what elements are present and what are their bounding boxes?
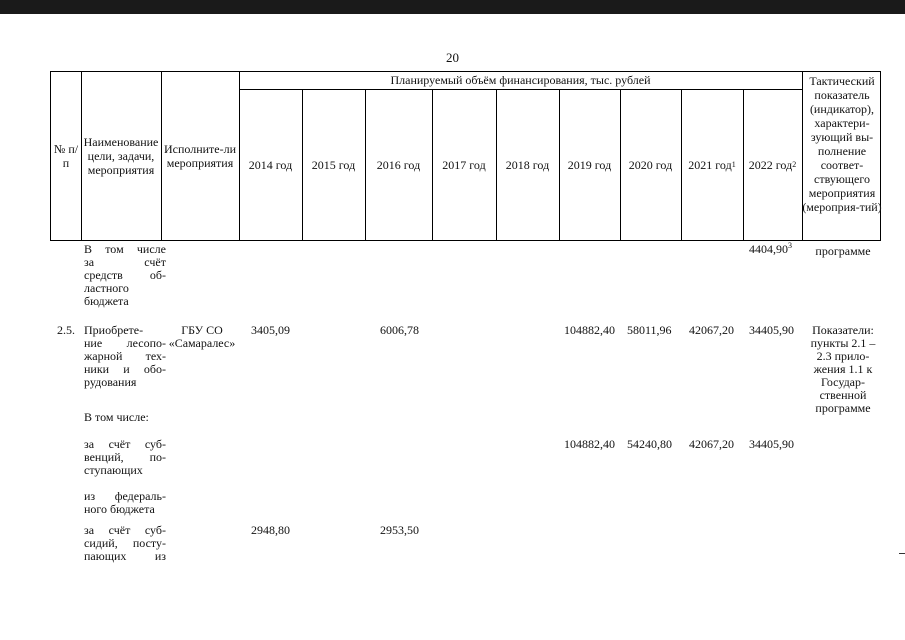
row-federal-2022: 34405,90	[749, 437, 794, 451]
header-name: Наименование цели, задачи, мероприятия	[83, 135, 159, 177]
row-prev-name: В том числе за счёт средств об- ластного бюджета	[84, 242, 166, 308]
top-border-bar	[0, 0, 905, 14]
header-year-2021: 2021 год 1	[688, 157, 736, 172]
header-year-2017: 2017 год	[442, 157, 486, 172]
row-federal-name-cont: из федераль- ного бюджета	[84, 489, 166, 516]
row-25-executor: ГБУ СО «Самаралес»	[168, 323, 236, 350]
row-25-2020: 58011,96	[627, 323, 672, 337]
header-num: № п/п	[53, 142, 79, 170]
table-header	[50, 71, 881, 241]
header-year-2014: 2014 год	[248, 157, 293, 172]
header-indicator: Тактический показатель (индикатор), характери-зующий вы-полнение соответ-ствующего мероприятия (мероприя-тий)	[802, 74, 882, 214]
row-subsidy-2016: 2953,50	[380, 523, 419, 537]
header-year-2018: 2018 год	[505, 157, 550, 172]
header-executor: Исполните-ли мероприятия	[163, 142, 237, 170]
header-year-2019: 2019 год	[567, 157, 612, 172]
row-federal-2021: 42067,20	[689, 437, 734, 451]
page-number: 20	[446, 50, 459, 65]
row-prev-indicator: программе	[815, 244, 871, 258]
row-25-2022: 34405,90	[749, 323, 794, 337]
row-federal-2019: 104882,40	[564, 437, 615, 451]
row-25-name: Приобрете- ние лесопо- жарной тех- ники и обо- рудования	[84, 323, 166, 389]
row-25-2016: 6006,78	[380, 323, 419, 337]
row-federal-2020: 54240,80	[627, 437, 672, 451]
row-prev-2022: 4404,90$^3$	[749, 241, 792, 256]
row-25-indicator: Показатели: пункты 2.1 – 2.3 прило- жения 1.1 к Государ- ственной программе	[810, 323, 876, 415]
row-25-2021: 42067,20	[689, 323, 734, 337]
row-25-num: 2.5.	[57, 323, 75, 337]
header-year-2016: 2016 год	[376, 157, 421, 172]
header-year-2022: 2022 год 2	[748, 157, 797, 172]
header-year-2015: 2015 год	[311, 157, 356, 172]
header-plan-title: Планируемый объём финансирования, тыс. рублей	[390, 73, 651, 87]
row-subsidy-2014: 2948,80	[251, 523, 290, 537]
row-subsidy-name: за счёт суб- сидий, посту- пающих из	[84, 523, 166, 563]
row-25-2014: 3405,09	[251, 323, 290, 337]
edge-mark	[899, 553, 905, 554]
row-federal-name: за счёт суб- венций, по- ступающих	[84, 437, 166, 477]
row-25-in-total: В том числе:	[84, 410, 149, 424]
header-year-2020: 2020 год	[628, 157, 673, 172]
row-25-2019: 104882,40	[564, 323, 615, 337]
